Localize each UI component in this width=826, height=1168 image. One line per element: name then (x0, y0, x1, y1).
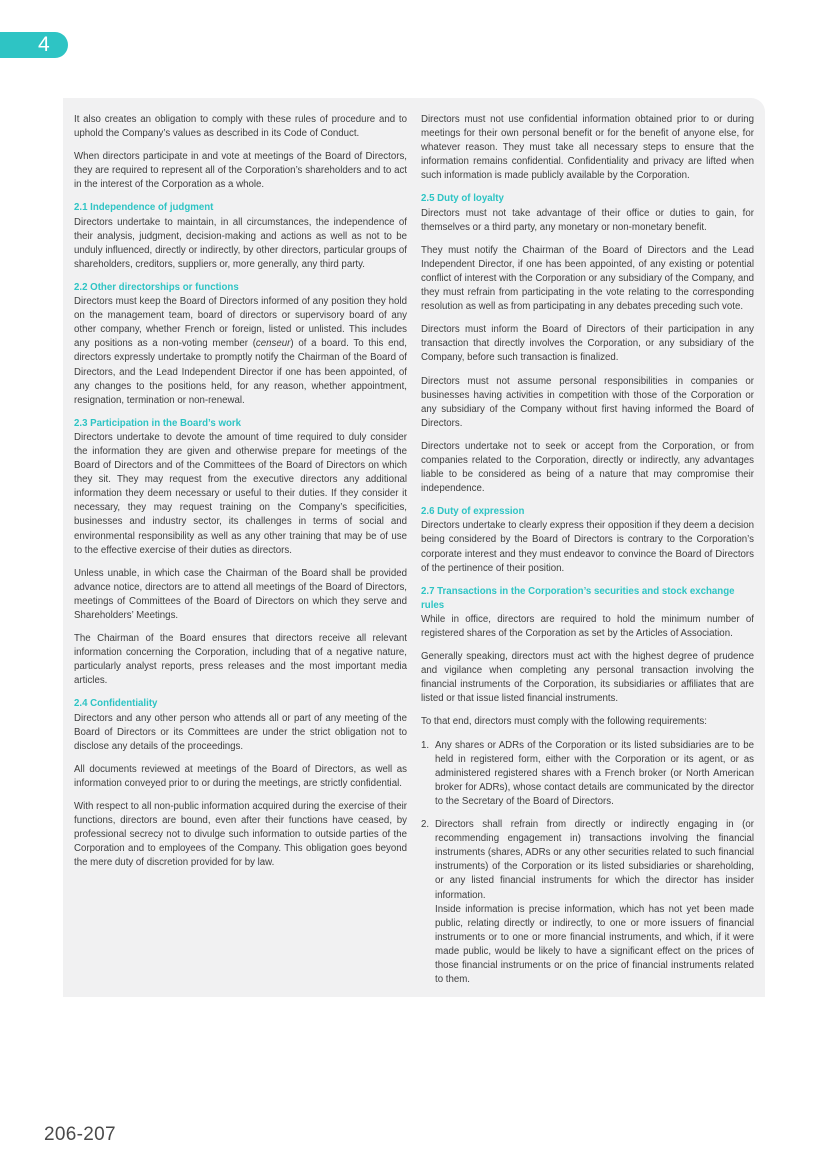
section-2-7-paragraph-2: Generally speaking, directors must act with the highest degree of prudence and vigilance when completing any personal transaction involving the financial instruments of the Corporation, its subsidiaries or affiliates that are listed or that issue listed financial instruments. (421, 651, 754, 705)
section-2-5-paragraph-4: Directors must not assume personal responsibilities in companies or businesses having activities in competition with those of the Corporation or any subsidiary of the Company without first having informed the Board of Directors. (421, 375, 754, 429)
section-2-3-paragraph-1: Directors undertake to devote the amount of time required to duly consider the information they are given and otherwise prepare for meetings of the Board of Directors and of the Committees of the Board of Directors on which they sit. They may request from the executive directors any additional information they deem necessary or useful to their duties. If they consider it necessary, they may request training on the Company’s specificities, businesses and industry sector, its challenges in terms of social and environmental responsibility as well as any other training that may be of use to the effective exercise of their duties as directors. (74, 431, 407, 556)
section-2-4-paragraph-3: With respect to all non-public information acquired during the exercise of their functions, directors are bound, even after their functions have ceased, by professional secrecy not to divulge such information to outside parties of the Corporation and to employees of the Company. This obligation goes beyond the mere duty of discretion provided for by law. (74, 801, 407, 869)
intro-paragraph-2: When directors participate in and vote at meetings of the Board of Directors, they are required to represent all of the Corporation’s shareholders and to act in the interest of the Corporation as a whole. (74, 151, 407, 191)
section-2-7-paragraph-3: To that end, directors must comply with the following requirements: (421, 716, 707, 728)
page-number-tab (0, 32, 68, 58)
section-2-5-paragraph-1: Directors must not take advantage of their office or duties to gain, for themselves or a third party, any monetary or non-monetary benefit. (421, 207, 754, 233)
section-2-2-paragraph-1 (74, 295, 407, 408)
section-2-2-heading: 2.2 Other directorships or functions (74, 281, 239, 293)
section-2-7-paragraph-1: While in office, directors are required to hold the minimum number of registered shares of the Corporation as set by the Articles of Association. (421, 613, 754, 639)
list-item-number: 1. (421, 739, 430, 751)
left-column (74, 113, 407, 880)
section-2-6-heading: 2.6 Duty of expression (421, 506, 525, 518)
requirements-list (421, 739, 754, 988)
text-run: Directors must keep the Board of Directors informed of any position they hold on the management team, board of directors or supervisory board of any other company, whether French or foreign, listed or unlisted. This includes any positions as a non-voting member ( (74, 296, 407, 350)
right-column (421, 113, 754, 996)
page-number: 4 (38, 33, 50, 56)
intro-paragraph-1: It also creates an obligation to comply with these rules of procedure and to uphold the Company’s values as described in its Code of Conduct. (74, 114, 407, 140)
section-2-3-paragraph-2: Unless unable, in which case the Chairman of the Board shall be provided advance notice, directors are to attend all meetings of the Board of Directors, meetings of Committees of the Board of Directors on which they serve and Shareholders’ Meetings. (74, 567, 407, 621)
text-run: ) of a board. To this end, directors expressly undertake to promptly notify the Chairman of the Board of Directors, and the Lead Independent Director if one has been appointed, of any changes to the positions held, for any reason, whether appointment, resignation, termination or non-renewal. (74, 338, 407, 406)
section-2-4-paragraph-1: Directors and any other person who attends all or part of any meeting of the Board of Directors or its Committees are under the strict obligation not to disclose any details of the proceedings. (74, 712, 407, 752)
confidentiality-continued-paragraph: Directors must not use confidential information obtained prior to or during meetings for their own personal benefit or for the benefit of anyone else, for whatever reason. They must take all necessary steps to ensure that the information remains confidential. Confidentiality and privacy are lifted when such information is made publicly available by the Corporation. (421, 114, 754, 182)
section-2-5-heading: 2.5 Duty of loyalty (421, 193, 504, 205)
list-item-text: Directors shall refrain from directly or indirectly engaging in (or recommending engagement in) transactions involving the financial instruments (shares, ADRs or any other securities related to such financial instruments) of the Corporation or its listed subsidiaries or shareholding, or any listed financial instruments for which the director has insider information. (435, 819, 754, 901)
section-2-7-heading: 2.7 Transactions in the Corporation’s securities and stock exchange rules (421, 585, 735, 611)
section-2-4-heading: 2.4 Confidentiality (74, 698, 158, 710)
italic-term: censeur (255, 338, 291, 350)
section-2-1-paragraph-1: Directors undertake to maintain, in all circumstances, the independence of their analysis, judgment, decision-making and actions as well as not to be unduly influenced, directly or indirectly, by other directors, particular groups of shareholders, creditors, suppliers or, more generally, any third party. (74, 216, 407, 270)
section-2-6-paragraph-1: Directors undertake to clearly express their opposition if they deem a decision being considered by the Board of Directors is contrary to the Corporation’s corporate interest and they must endeavor to convince the Board of Directors of the pertinence of their position. (421, 520, 754, 574)
section-2-5-paragraph-3: Directors must inform the Board of Directors of their participation in any transaction that directly involves the Corporation, or any subsidiary of the Company, before such transaction is finalized. (421, 324, 754, 364)
section-2-3-heading: 2.3 Participation in the Board’s work (74, 417, 242, 429)
list-item-text: Any shares or ADRs of the Corporation or its listed subsidiaries are to be held in registered form, either with the Corporation or its agent, or as administered registered shares with a French broker (or North American broker for ADRs), whose contact details are communicated by the director to the Secretary of the Board of Directors. (435, 739, 754, 807)
section-2-3-paragraph-3: The Chairman of the Board ensures that directors receive all relevant information concerning the Corporation, including that of a negative nature, particularly analyst reports, press releases and the most important media articles. (74, 633, 407, 687)
list-item-number: 2. (421, 819, 430, 831)
list-item (421, 818, 754, 987)
page-folio: 206-207 (44, 1124, 116, 1145)
section-2-1-heading: 2.1 Independence of judgment (74, 202, 214, 214)
section-2-4-paragraph-2: All documents reviewed at meetings of the Board of Directors, as well as information conveyed prior to or during the meetings, are strictly confidential. (74, 763, 407, 789)
list-item-continuation: Inside information is precise information, which has not yet been made public, relating directly or indirectly, to one or more issuers of financial instruments or to one or more financial instruments, and which, if it were made public, would be likely to have a significant effect on the prices of those financial instruments or on the price of financial instruments related to them. (435, 903, 754, 986)
section-2-5-paragraph-2: They must notify the Chairman of the Board of Directors and the Lead Independent Director, if one has been appointed, of any existing or potential conflict of interest with the Corporation or any subsidiary of the Company, and they must refrain from participating in the vote relating to the corresponding resolution as well as from participating in any debates preceding such vote. (421, 244, 754, 313)
section-2-5-paragraph-5: Directors undertake not to seek or accept from the Corporation, or from companies related to the Corporation, directly or indirectly, any advantages liable to be considered as being of a nature that may compromise their independence. (421, 440, 754, 495)
list-item (421, 739, 754, 809)
